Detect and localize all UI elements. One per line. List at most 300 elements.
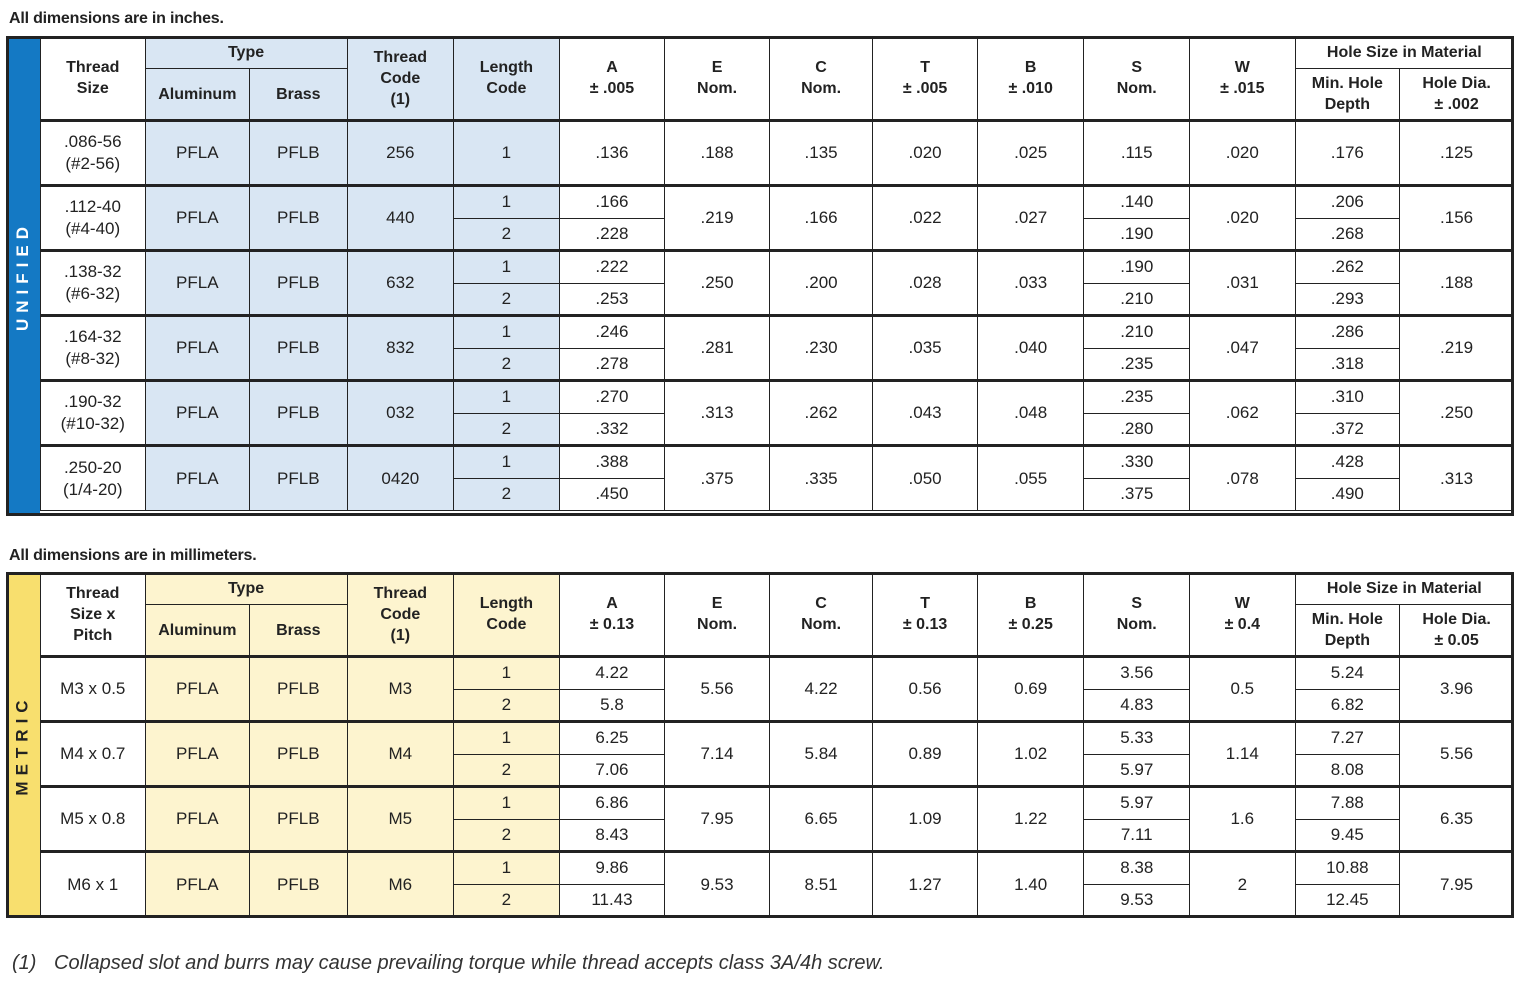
cell-brass: PFLB [250,657,347,722]
header-w-line: ± .015 [1220,80,1265,97]
header-length-code [454,37,560,121]
cell-w: .020 [1190,186,1296,251]
cell-min-hole-depth: .293 [1295,283,1400,316]
cell-thread-size-line: .112-40 [64,197,121,216]
header-c [769,573,873,657]
header-b-line: ± 0.25 [1008,616,1053,633]
header-e-line: E [711,59,723,76]
header-c [769,37,873,121]
header-hole-dia-line: ± 0.05 [1434,632,1479,649]
cell-e: 7.14 [665,722,770,787]
cell-e: 9.53 [665,852,770,917]
cell-e: 5.56 [665,657,770,722]
cell-length-code: 2 [454,754,560,787]
header-thread-code [347,37,454,121]
header-thread-size-line: Size [76,80,109,97]
header-min-hole-depth-line: Depth [1324,96,1371,113]
cell-w: .020 [1190,121,1296,186]
cell-hole-dia: 5.56 [1400,722,1514,787]
cell-thread-size-line: .250-20 [63,457,122,477]
header-e-line: E [711,595,723,612]
header-t-line: ± 0.13 [902,616,948,633]
header-min-hole-depth [1295,69,1400,121]
cell-s: 9.53 [1084,884,1190,917]
cell-brass: PFLB [250,722,347,787]
cell-e: .313 [665,381,770,446]
header-thread-code-line: Code [380,69,421,87]
cell-a: .228 [559,218,665,251]
header-c-line: C [815,59,827,76]
cell-s: .235 [1084,348,1190,381]
cell-aluminum: PFLA [145,121,250,186]
cell-min-hole-depth: 6.82 [1295,689,1400,722]
cell-s: 3.56 [1084,657,1190,690]
cell-thread-size [41,852,146,917]
cell-c: 6.65 [769,787,873,852]
cell-s: .280 [1084,413,1190,446]
header-a-line: ± 0.13 [589,616,635,633]
cell-thread-size-line: .138-32 [63,262,122,281]
cell-aluminum: PFLA [145,787,250,852]
header-c-line: C [815,595,827,612]
cell-thread-code: 440 [347,186,454,251]
cell-s: .190 [1084,251,1190,284]
cell-b: .025 [977,121,1084,186]
header-thread-size-line: Thread [66,59,120,76]
cell-s: .140 [1084,186,1190,219]
cell-t: 1.09 [873,787,978,852]
cell-b: 1.22 [977,787,1084,852]
cell-s: 7.11 [1084,819,1190,852]
cell-min-hole-depth: .318 [1295,348,1400,381]
header-s [1084,573,1190,657]
cell-thread-size-line: .164-32 [63,327,122,346]
cell-e: .219 [665,186,770,251]
header-brass: Brass [250,69,347,121]
cell-t: .020 [873,121,978,186]
cell-s: 4.83 [1084,689,1190,722]
header-e [665,573,770,657]
cell-s: 5.97 [1084,754,1190,787]
header-thread-size [41,37,146,121]
header-b-line: ± .010 [1008,80,1053,97]
cell-length-code: 1 [454,657,560,690]
header-w-line: W [1234,595,1250,612]
cell-min-hole-depth: .310 [1295,381,1400,414]
cell-thread-size-line: (#4-40) [65,219,121,238]
cell-s: 5.33 [1084,722,1190,755]
cell-w: .031 [1190,251,1296,316]
header-aluminum: Aluminum [145,69,250,121]
cell-thread-size [41,787,146,852]
table-row [41,121,1514,186]
cell-thread-code: 832 [347,316,454,381]
cell-thread-size-line: .190-32 [63,392,122,411]
cell-b: .040 [977,316,1084,381]
cell-aluminum: PFLA [145,657,250,722]
cell-w: .047 [1190,316,1296,381]
cell-s: .375 [1084,478,1190,511]
header-thread-code-line: Code [380,605,421,623]
cell-brass: PFLB [250,787,347,852]
cell-aluminum: PFLA [145,251,250,316]
cell-s: .115 [1084,121,1190,186]
header-a-line: A [606,59,618,76]
cell-length-code: 1 [454,381,560,414]
header-min-hole-depth-line: Min. Hole [1311,75,1383,92]
header-a-line: ± .005 [589,80,635,97]
cell-thread-size [41,316,146,381]
header-type: Type [145,37,347,69]
header-thread-code-line: Thread [373,48,427,66]
cell-thread-size-line: (#6-32) [65,284,121,303]
cell-hole-dia: .156 [1400,186,1514,251]
header-t [873,37,978,121]
cell-e: .188 [665,121,770,186]
cell-c: .262 [769,381,873,446]
cell-a: .253 [559,283,665,316]
header-a [559,37,665,121]
header-thread-code [347,573,454,657]
cell-a: .270 [559,381,665,414]
table-row [41,722,1514,755]
cell-length-code: 1 [454,787,560,820]
cell-b: 1.40 [977,852,1084,917]
cell-brass: PFLB [250,852,347,917]
table-row [41,446,1514,479]
cell-brass: PFLB [250,251,347,316]
cell-min-hole-depth: .372 [1295,413,1400,446]
cell-thread-code: 0420 [347,446,454,511]
cell-thread-code: 032 [347,381,454,446]
cell-e: .250 [665,251,770,316]
cell-a: .450 [559,478,665,511]
cell-c: 5.84 [769,722,873,787]
cell-c: .230 [769,316,873,381]
cell-s: .190 [1084,218,1190,251]
header-length-code-line: Code [486,616,527,633]
cell-min-hole-depth: 7.88 [1295,787,1400,820]
cell-a: 5.8 [559,689,665,722]
header-length-code [454,573,560,657]
cell-hole-dia: 7.95 [1400,852,1514,917]
cell-length-code: 2 [454,478,560,511]
cell-thread-size-line: M4 x 0.7 [60,744,126,763]
cell-s: 5.97 [1084,787,1190,820]
header-thread-code-line: (1) [390,90,411,108]
cell-length-code: 2 [454,218,560,251]
cell-aluminum: PFLA [145,381,250,446]
cell-brass: PFLB [250,121,347,186]
cell-w: 1.6 [1190,787,1296,852]
cell-a: .388 [559,446,665,479]
cell-hole-dia: 3.96 [1400,657,1514,722]
header-thread-code-line: Thread [373,584,427,602]
cell-brass: PFLB [250,186,347,251]
cell-thread-code: 632 [347,251,454,316]
header-thread-size [41,573,146,657]
footnote-number: (1) [12,952,37,974]
cell-w: 2 [1190,852,1296,917]
cell-thread-code: 256 [347,121,454,186]
header-s-line: Nom. [1116,616,1157,633]
cell-length-code: 1 [454,446,560,479]
header-hole-dia-line: ± .002 [1434,96,1479,113]
cell-t: .028 [873,251,978,316]
footnote-text: Collapsed slot and burrs may cause prevailing torque while thread accepts class 3A/4h screw. [54,952,885,974]
cell-hole-dia: .125 [1400,121,1514,186]
cell-min-hole-depth: .428 [1295,446,1400,479]
table-row [41,381,1514,414]
metric-band-label: METRIC [13,694,33,796]
table-row [41,186,1514,219]
footnote [12,952,884,975]
cell-thread-size-line: (#10-32) [60,414,125,433]
cell-thread-size [41,446,146,511]
header-thread-size-line: Size x [70,605,116,623]
header-s-line: S [1131,595,1143,612]
metric-table [40,572,1514,917]
cell-length-code: 2 [454,819,560,852]
cell-a: 8.43 [559,819,665,852]
cell-c: 8.51 [769,852,873,917]
metric-caption: All dimensions are in millimeters. [9,547,257,564]
cell-brass: PFLB [250,381,347,446]
header-min-hole-depth-line: Depth [1324,632,1371,649]
cell-thread-size-line: (#8-32) [65,349,121,368]
cell-min-hole-depth: .206 [1295,186,1400,219]
cell-t: .050 [873,446,978,511]
cell-min-hole-depth: 5.24 [1295,657,1400,690]
header-w-line: W [1234,59,1250,76]
header-hole-size: Hole Size in Material [1295,573,1513,605]
cell-t: .043 [873,381,978,446]
metric-table-block [6,572,1514,918]
cell-e: .375 [665,446,770,511]
cell-length-code: 1 [454,186,560,219]
cell-min-hole-depth: 10.88 [1295,852,1400,885]
cell-b: 0.69 [977,657,1084,722]
cell-e: 7.95 [665,787,770,852]
cell-aluminum: PFLA [145,722,250,787]
cell-a: .222 [559,251,665,284]
cell-w: 0.5 [1190,657,1296,722]
cell-e: .281 [665,316,770,381]
header-e [665,37,770,121]
cell-a: .136 [559,121,665,186]
cell-min-hole-depth: .176 [1295,121,1400,186]
cell-hole-dia: .188 [1400,251,1514,316]
cell-thread-size-line: (1/4-20) [63,479,123,499]
cell-c: .200 [769,251,873,316]
cell-a: 6.25 [559,722,665,755]
cell-thread-size-line: M5 x 0.8 [60,809,126,828]
cell-min-hole-depth: .262 [1295,251,1400,284]
cell-length-code: 1 [454,852,560,885]
cell-thread-code: M4 [347,722,454,787]
header-s-line: S [1131,59,1143,76]
cell-a: 4.22 [559,657,665,690]
header-w [1190,573,1296,657]
cell-min-hole-depth: .268 [1295,218,1400,251]
cell-hole-dia: .250 [1400,381,1514,446]
cell-s: .210 [1084,283,1190,316]
table-row [41,787,1514,820]
cell-thread-size [41,657,146,722]
cell-thread-size [41,722,146,787]
table-row [41,657,1514,690]
header-b-line: B [1024,59,1037,76]
header-hole-size: Hole Size in Material [1295,37,1513,69]
cell-thread-size [41,381,146,446]
cell-length-code: 1 [454,121,560,186]
cell-aluminum: PFLA [145,316,250,381]
header-e-line: Nom. [697,80,738,97]
cell-b: .055 [977,446,1084,511]
cell-aluminum: PFLA [145,852,250,917]
header-e-line: Nom. [697,616,738,633]
cell-c: .335 [769,446,873,511]
cell-min-hole-depth: 9.45 [1295,819,1400,852]
header-aluminum: Aluminum [145,605,250,657]
cell-length-code: 2 [454,413,560,446]
cell-s: .210 [1084,316,1190,349]
cell-b: .048 [977,381,1084,446]
cell-brass: PFLB [250,446,347,511]
header-length-code-line: Code [486,80,527,97]
header-t [873,573,978,657]
cell-thread-code: M6 [347,852,454,917]
cell-thread-size [41,186,146,251]
header-min-hole-depth-line: Min. Hole [1311,611,1383,628]
cell-brass: PFLB [250,316,347,381]
cell-aluminum: PFLA [145,446,250,511]
cell-min-hole-depth: 7.27 [1295,722,1400,755]
header-c-line: Nom. [801,80,842,97]
cell-a: 11.43 [559,884,665,917]
cell-length-code: 1 [454,251,560,284]
unified-table [40,36,1514,511]
cell-thread-code: M3 [347,657,454,722]
cell-b: 1.02 [977,722,1084,787]
header-s [1084,37,1190,121]
cell-c: .166 [769,186,873,251]
table-row [41,852,1514,885]
table-row [41,316,1514,349]
header-length-code-line: Length [479,595,534,612]
cell-thread-size-line: (#2-56) [65,154,121,173]
cell-thread-size-line: M3 x 0.5 [60,679,126,698]
cell-thread-size-line: .086-56 [63,132,122,151]
cell-a: 7.06 [559,754,665,787]
cell-t: .035 [873,316,978,381]
cell-t: 0.89 [873,722,978,787]
cell-thread-size [41,121,146,186]
cell-s: .235 [1084,381,1190,414]
header-a [559,573,665,657]
cell-w: .062 [1190,381,1296,446]
cell-length-code: 1 [454,316,560,349]
cell-c: .135 [769,121,873,186]
cell-length-code: 1 [454,722,560,755]
cell-a: 9.86 [559,852,665,885]
cell-a: .166 [559,186,665,219]
cell-a: .332 [559,413,665,446]
cell-b: .027 [977,186,1084,251]
cell-s: 8.38 [1084,852,1190,885]
header-thread-size-line: Thread [66,584,120,602]
cell-min-hole-depth: 8.08 [1295,754,1400,787]
header-b [977,37,1084,121]
unified-table-block [6,36,1514,516]
header-min-hole-depth [1295,605,1400,657]
cell-a: 6.86 [559,787,665,820]
header-t-line: ± .005 [902,80,948,97]
cell-aluminum: PFLA [145,186,250,251]
cell-length-code: 2 [454,884,560,917]
header-row [41,573,1514,605]
cell-length-code: 2 [454,283,560,316]
cell-min-hole-depth: .286 [1295,316,1400,349]
cell-hole-dia: 6.35 [1400,787,1514,852]
cell-s: .330 [1084,446,1190,479]
header-t-line: T [920,59,930,76]
cell-t: 0.56 [873,657,978,722]
cell-t: 1.27 [873,852,978,917]
cell-thread-code: M5 [347,787,454,852]
metric-band [6,572,40,918]
cell-length-code: 2 [454,348,560,381]
header-c-line: Nom. [801,616,842,633]
header-b-line: B [1024,595,1037,612]
header-hole-dia [1400,69,1514,121]
cell-b: .033 [977,251,1084,316]
cell-min-hole-depth: .490 [1295,478,1400,511]
header-hole-dia-line: Hole Dia. [1422,75,1491,92]
unified-band-label: UNIFIED [13,221,32,331]
cell-min-hole-depth: 12.45 [1295,884,1400,917]
header-type: Type [145,573,347,605]
header-t-line: T [920,595,930,612]
header-hole-dia-line: Hole Dia. [1422,611,1491,628]
cell-thread-size-line: M6 x 1 [67,874,119,894]
cell-a: .246 [559,316,665,349]
header-brass: Brass [250,605,347,657]
cell-t: .022 [873,186,978,251]
cell-c: 4.22 [769,657,873,722]
header-thread-code-line: (1) [390,626,411,644]
cell-hole-dia: .219 [1400,316,1514,381]
header-hole-dia [1400,605,1514,657]
header-thread-size-line: Pitch [73,626,113,644]
unified-caption: All dimensions are in inches. [9,10,224,27]
cell-a: .278 [559,348,665,381]
cell-w: 1.14 [1190,722,1296,787]
header-a-line: A [606,595,618,612]
cell-hole-dia: .313 [1400,446,1514,511]
header-s-line: Nom. [1116,80,1157,97]
header-row [41,37,1514,69]
header-w [1190,37,1296,121]
header-w-line: ± 0.4 [1224,616,1261,633]
unified-band [6,36,40,516]
header-b [977,573,1084,657]
header-length-code-line: Length [479,59,534,76]
table-row [41,251,1514,284]
cell-w: .078 [1190,446,1296,511]
cell-length-code: 2 [454,689,560,722]
cell-thread-size [41,251,146,316]
